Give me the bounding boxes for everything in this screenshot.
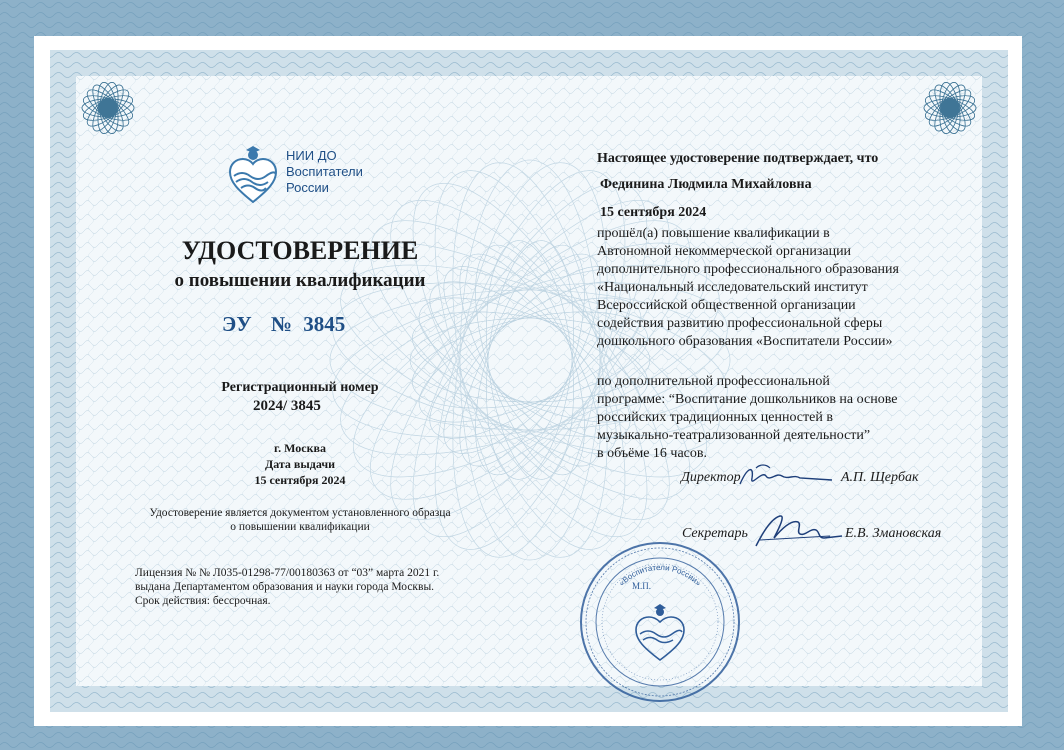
corner-rosette-right-icon bbox=[922, 80, 978, 136]
series-prefix: ЭУ bbox=[222, 312, 252, 336]
document-note-line-1: Удостоверение является документом установленного образца bbox=[149, 507, 451, 519]
logo-line-3: России bbox=[286, 180, 329, 195]
corner-rosette-left-icon bbox=[80, 80, 136, 136]
seal-mp: М.П. bbox=[632, 581, 652, 591]
director-signature-icon bbox=[736, 462, 836, 492]
license-info bbox=[135, 566, 495, 608]
program-line: в объёме 16 часов. bbox=[597, 446, 707, 461]
secretary-title: Секретарь bbox=[682, 526, 748, 541]
body-line: прошёл(а) повышение квалификации в bbox=[597, 226, 830, 241]
certificate-subtitle: о повышении квалификации bbox=[174, 270, 426, 291]
document-note-line-2: о повышении квалификации bbox=[230, 521, 370, 533]
license-line-3: Срок действия: бессрочная. bbox=[135, 595, 271, 607]
certificate-title: УДОСТОВЕРЕНИЕ bbox=[181, 236, 419, 265]
program-line: по дополнительной профессиональной bbox=[597, 374, 830, 389]
body-line: «Национальный исследовательский институт bbox=[597, 280, 868, 295]
program-line: программе: “Воспитание дошкольников на основе bbox=[597, 392, 898, 407]
body-line: содействия развитию профессиональной сферы bbox=[597, 316, 883, 331]
registration-number: 2024/ 3845 bbox=[253, 398, 321, 414]
body-line: дополнительного профессионального образования bbox=[597, 262, 899, 277]
qualification-body bbox=[597, 225, 957, 351]
certificate-number bbox=[222, 312, 345, 337]
confirm-statement: Настоящее удостоверение подтверждает, что bbox=[597, 151, 879, 166]
body-line: Автономной некоммерческой организации bbox=[597, 244, 852, 259]
body-line: Всероссийской общественной организации bbox=[597, 298, 856, 313]
issue-date-label: Дата выдачи bbox=[264, 457, 336, 471]
logo-line-2: Воспитатели bbox=[286, 164, 363, 179]
secretary-name: Е.В. Змановская bbox=[845, 526, 942, 541]
program-description bbox=[597, 373, 957, 463]
issue-date: 15 сентября 2024 bbox=[254, 473, 346, 487]
director-title: Директор bbox=[681, 470, 741, 485]
director-name: А.П. Щербак bbox=[841, 470, 919, 485]
logo-line-1: НИИ ДО bbox=[286, 148, 337, 163]
number-sign: № bbox=[270, 312, 293, 336]
registration-label: Регистрационный номер bbox=[221, 380, 379, 395]
number-value: 3845 bbox=[303, 312, 346, 336]
heart-owl-logo-icon bbox=[226, 146, 280, 206]
svg-text:«Воспитатели России»: «Воспитатели России» bbox=[617, 562, 703, 588]
body-line: дошкольного образования «Воспитатели России» bbox=[597, 334, 893, 349]
official-seal-icon bbox=[578, 540, 742, 704]
secretary-signature-icon bbox=[750, 510, 845, 552]
logo bbox=[226, 146, 386, 206]
document-note bbox=[120, 506, 480, 534]
completion-date: 15 сентября 2024 bbox=[600, 205, 707, 220]
license-line-1: Лицензия № № Л035-01298-77/00180363 от “03” марта 2021 г. bbox=[135, 567, 440, 579]
program-line: российских традиционных ценностей в bbox=[597, 410, 833, 425]
program-line: музыкально-театрализованной деятельности” bbox=[597, 428, 871, 443]
issue-city: г. Москва bbox=[274, 441, 326, 455]
license-line-2: выдана Департаментом образования и науки города Москвы. bbox=[135, 581, 435, 593]
recipient-name: Фединина Людмила Михайловна bbox=[600, 177, 812, 192]
